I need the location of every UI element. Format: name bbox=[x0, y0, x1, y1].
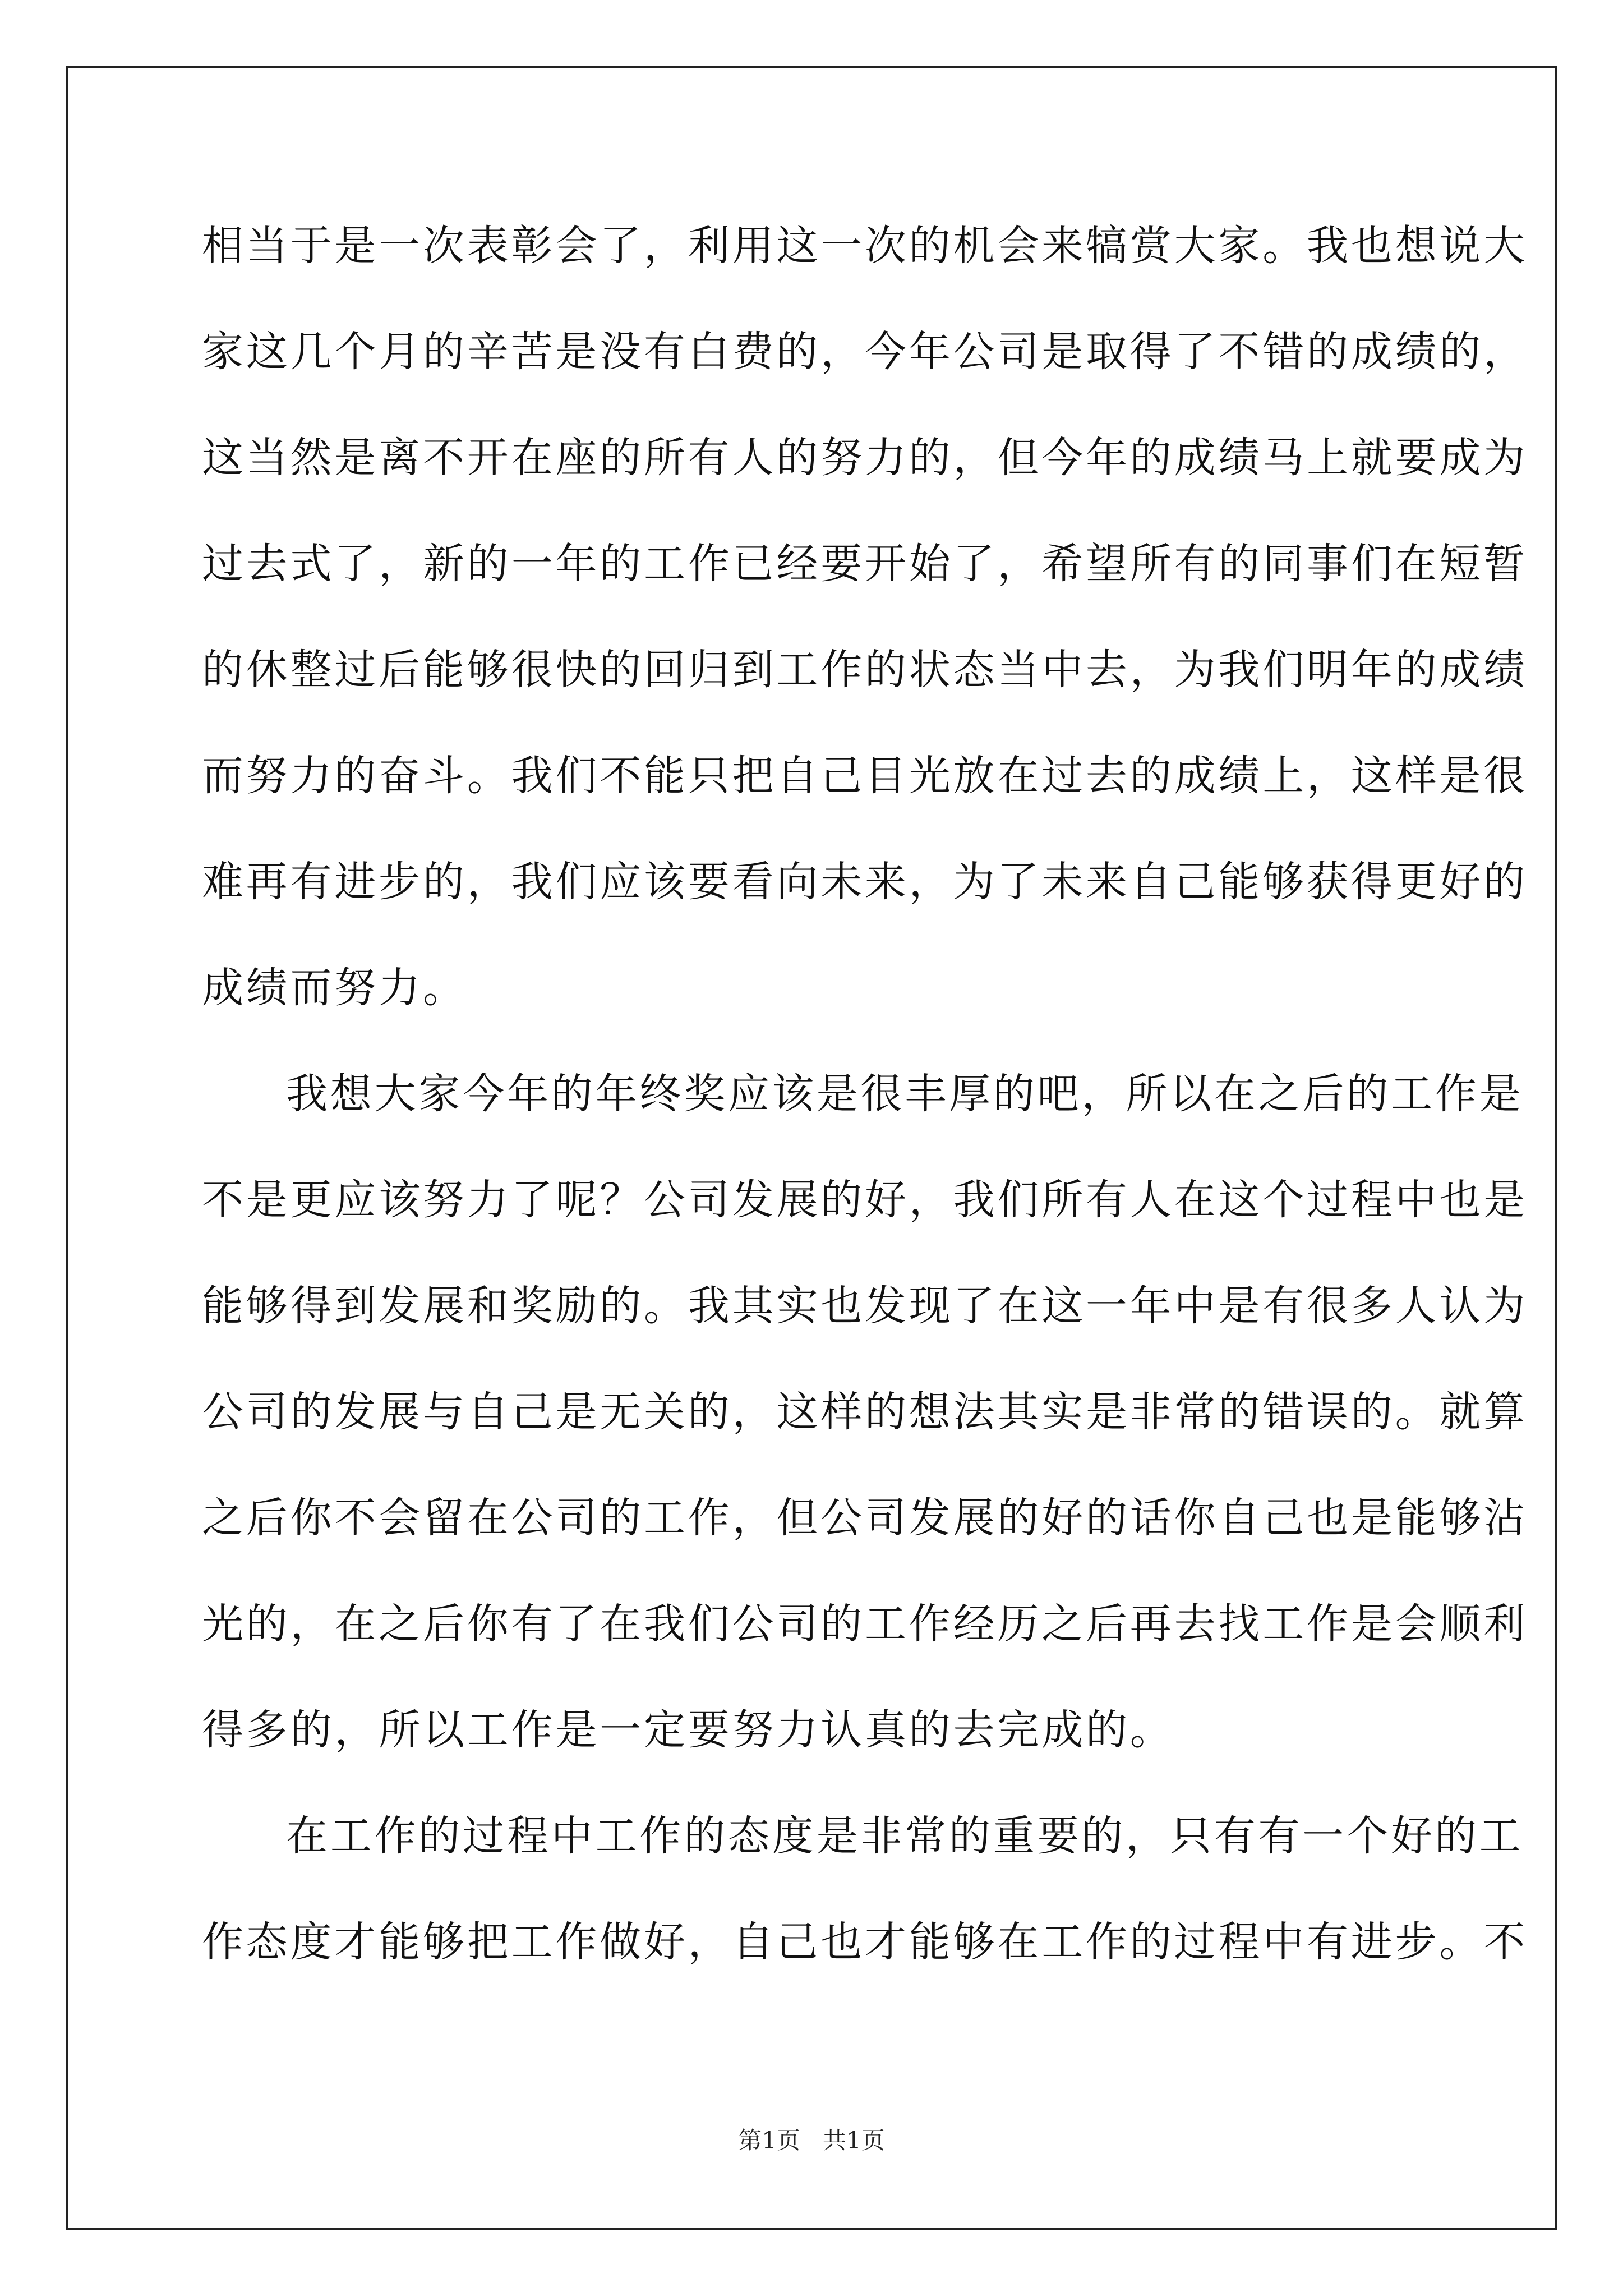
text-line: 家这几个月的辛苦是没有白费的，今年公司是取得了不错的成绩的， bbox=[202, 328, 1528, 376]
text-line: 的休整过后能够很快的回归到工作的状态当中去，为我们明年的成绩 bbox=[202, 646, 1528, 694]
text-line: 在工作的过程中工作的态度是非常的重要的，只有有一个好的工 bbox=[286, 1812, 1524, 1860]
text-line: 过去式了，新的一年的工作已经要开始了，希望所有的同事们在短暂 bbox=[202, 540, 1528, 588]
text-line: 难再有进步的，我们应该要看向未来，为了未来自己能够获得更好的 bbox=[202, 858, 1528, 906]
text-line: 光的，在之后你有了在我们公司的工作经历之后再去找工作是会顺利 bbox=[202, 1600, 1528, 1648]
text-line: 公司的发展与自己是无关的，这样的想法其实是非常的错误的。就算 bbox=[202, 1388, 1528, 1436]
text-line: 之后你不会留在公司的工作，但公司发展的好的话你自己也是能够沾 bbox=[202, 1494, 1528, 1542]
text-line: 而努力的奋斗。我们不能只把自己目光放在过去的成绩上，这样是很 bbox=[202, 752, 1528, 800]
text-line: 能够得到发展和奖励的。我其实也发现了在这一年中是有很多人认为 bbox=[202, 1282, 1528, 1330]
text-line: 我想大家今年的年终奖应该是很丰厚的吧，所以在之后的工作是 bbox=[286, 1070, 1524, 1118]
current-page-number: 第1页 bbox=[738, 2127, 800, 2154]
text-line: 相当于是一次表彰会了，利用这一次的机会来犒赏大家。我也想说大 bbox=[202, 222, 1528, 270]
page-footer bbox=[0, 2125, 1623, 2156]
document-body bbox=[202, 212, 1528, 2014]
text-line: 这当然是离不开在座的所有人的努力的，但今年的成绩马上就要成为 bbox=[202, 434, 1528, 482]
text-line: 成绩而努力。 bbox=[202, 964, 467, 1012]
text-line: 不是更应该努力了呢？公司发展的好，我们所有人在这个过程中也是 bbox=[202, 1176, 1528, 1224]
total-pages: 共1页 bbox=[823, 2127, 885, 2154]
text-line: 作态度才能够把工作做好，自己也才能够在工作的过程中有进步。不 bbox=[202, 1918, 1528, 1966]
text-line: 得多的，所以工作是一定要努力认真的去完成的。 bbox=[202, 1706, 1174, 1754]
